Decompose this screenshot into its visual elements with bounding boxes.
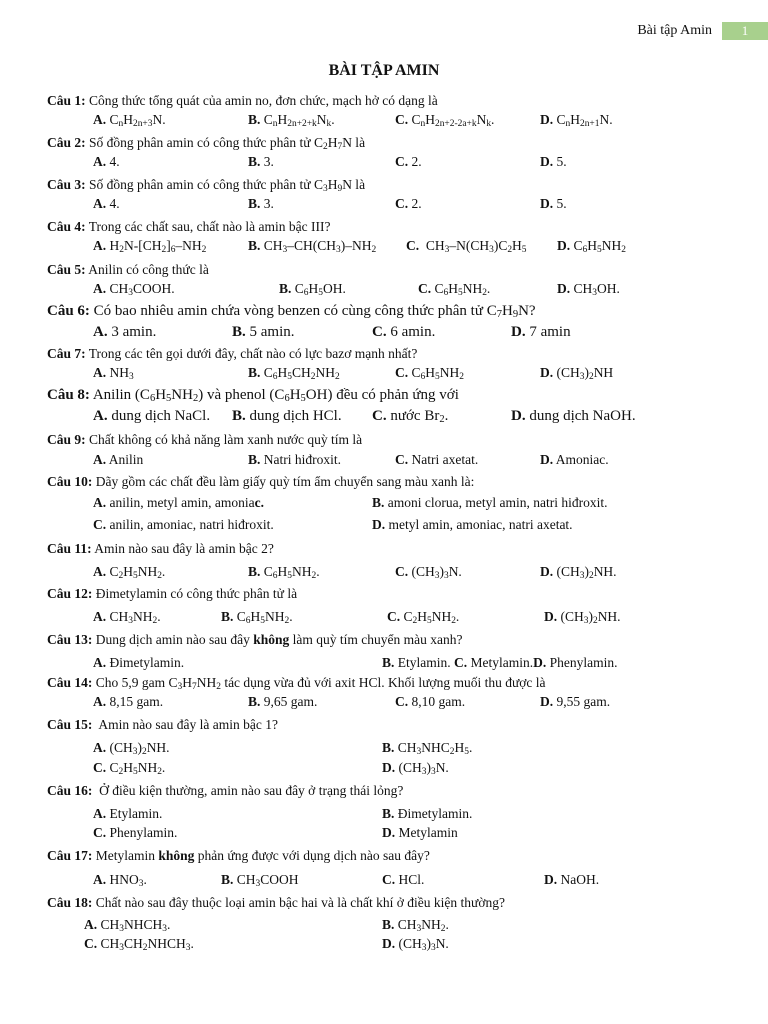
question-17 [47, 848, 430, 864]
option-c: C. nước $Br_2$. [372, 408, 449, 425]
question-7 [47, 346, 417, 362]
option-a: A. anilin, metyl amin, amoniac. [93, 495, 264, 510]
question-number: Câu 11: [47, 541, 92, 556]
question-13 [47, 632, 462, 648]
option-b: B. $C_6H_5NH_2$. [221, 609, 293, 626]
option-c: C. $C_6H_5NH_2$ [395, 365, 464, 382]
option-c: C. $C_6H_5NH_2$. [418, 281, 491, 298]
question-number: Câu 17: [47, 848, 93, 863]
question-5 [47, 262, 209, 278]
question-text: Chất không có khả năng làm xanh nước quỳ tím là [89, 432, 363, 447]
option-c: C. $CH_3-N(CH_3)C_2H_5$ [406, 238, 527, 255]
option-b: B. $CH_3NHC_2H_5$. [382, 740, 473, 757]
option-b: B. amoni clorua, metyl amin, natri hiđroxit. [372, 495, 608, 510]
option-d: D. $(CH_3)_3N$. [382, 760, 449, 777]
question-number: Câu 10: [47, 474, 93, 489]
question-text: Công thức tổng quát của amin no, đơn chức, mạch hở có dạng là [89, 93, 438, 108]
option-c: C. 2. [395, 154, 422, 169]
option-d: D. 7 amin [511, 324, 571, 340]
option-d: D. $CH_3OH$. [557, 281, 620, 298]
question-6: Câu 6: Có bao nhiêu amin chứa vòng benzen có cùng công thức phân tử $C_7H_9N$? [47, 303, 536, 320]
question-number: Câu 15: [47, 717, 93, 732]
option-d: D. metyl amin, amoniac, natri axetat. [372, 517, 573, 532]
question-text: Amin nào sau đây là amin bậc 2? [94, 541, 274, 556]
question-text: Metylamin [95, 848, 156, 863]
question-text: Dung dịch amin nào sau đây [95, 632, 250, 647]
option-b: B. $C_6H_5OH$. [279, 281, 346, 298]
option-a: A. $(CH_3)_2NH$. [93, 740, 170, 757]
page-number-badge: 1 [722, 22, 768, 40]
option-b: B. Etylamin. C. Metylamin.D. Phenylamin. [382, 655, 618, 670]
page-header [637, 22, 768, 40]
question-number: Câu 16: [47, 783, 93, 798]
option-c: C. $CH_3CH_2NHCH_3$. [84, 936, 194, 953]
question-12 [47, 586, 297, 602]
option-d: D. NaOH. [544, 872, 600, 887]
option-a: A. 4. [93, 154, 120, 169]
option-b: B. 3. [248, 196, 274, 211]
question-9 [47, 432, 362, 448]
option-c: C. $C_nH_{2n+2-2a+k}N_k$. [395, 112, 495, 129]
question-emphasis: không [253, 632, 290, 647]
option-c: C. anilin, amoniac, natri hiđroxit. [93, 517, 274, 532]
header-title: Bài tập Amin [637, 23, 712, 38]
option-d: D. 5. [540, 196, 567, 211]
option-c: C. HCl. [382, 872, 425, 887]
option-a: A. $NH_3$ [93, 365, 134, 382]
question-8: Câu 8: Anilin $(C_6H_5NH_2)$ và phenol $(C_6H_5OH)$ đều có phản ứng với [47, 387, 459, 404]
option-d: D. Amoniac. [540, 452, 609, 467]
option-d: D. dung dịch NaOH. [511, 408, 636, 424]
question-number: Câu 4: [47, 219, 86, 234]
option-d: D. $(CH_3)_2NH$ [540, 365, 614, 382]
question-text: Dãy gồm các chất đều làm giấy quỳ tím ẩm chuyển sang màu xanh là: [95, 474, 475, 489]
option-a: A. $HNO_3$. [93, 872, 147, 889]
option-b: B. Đimetylamin. [382, 806, 473, 821]
option-b: B. $CH_3COOH$ [221, 872, 299, 889]
document-title: BÀI TẬP AMIN [328, 62, 440, 79]
option-b: B. 5 amin. [232, 324, 295, 340]
question-11 [47, 541, 274, 557]
option-d: D. $C_6H_5NH_2$ [557, 238, 626, 255]
option-d: D. 9,55 gam. [540, 694, 611, 709]
question-text: Amin nào sau đây là amin bậc 1? [98, 717, 278, 732]
option-d: D. 5. [540, 154, 567, 169]
question-number: Câu 13: [47, 632, 93, 647]
option-d: D. $C_nH_{2n+1}N$. [540, 112, 613, 129]
question-16 [47, 783, 403, 799]
option-c: C. 8,10 gam. [395, 694, 466, 709]
option-a: A. dung dịch NaCl. [93, 408, 211, 424]
question-18 [47, 895, 505, 911]
option-c: C. $C_2H_5NH_2$. [93, 760, 166, 777]
option-c: C. $C_2H_5NH_2$. [387, 609, 460, 626]
question-text: Anilin có công thức là [88, 262, 209, 277]
question-text: Ở điều kiện thường, amin nào sau đây ở trạng thái lỏng? [99, 783, 404, 798]
question-14: Câu 14: Cho 5,9 gam $C_3H_7NH_2$ tác dụng vừa đủ với axit HCl. Khối lượng muối thu được là [47, 675, 546, 692]
option-a: A. $C_nH_{2n+3}N$. [93, 112, 166, 129]
question-text-after: phản ứng được với dụng dịch nào sau đây? [197, 848, 430, 863]
option-a: A. $H_2N-[CH_2]_6-NH_2$ [93, 238, 207, 255]
option-c: C. 6 amin. [372, 324, 436, 340]
option-b: B. $C_nH_{2n+2+k}N_k$. [248, 112, 335, 129]
option-c: C. $(CH_3)_3N$. [395, 564, 462, 581]
question-number: Câu 5: [47, 262, 86, 277]
question-text-after: làm quỳ tím chuyển màu xanh? [292, 632, 463, 647]
option-a: A. 4. [93, 196, 120, 211]
option-b: B. $C_6H_5NH_2$. [248, 564, 320, 581]
option-b: B. 9,65 gam. [248, 694, 318, 709]
option-c: C. 2. [395, 196, 422, 211]
option-a: A. 3 amin. [93, 324, 157, 340]
question-text: Đimetylamin có công thức phân tử là [95, 586, 298, 601]
question-3: Câu 3: Số đồng phân amin có công thức phân tử $C_3H_9N$ là [47, 177, 366, 194]
option-a: A. $CH_3NH_2$. [93, 609, 161, 626]
question-number: Câu 12: [47, 586, 93, 601]
option-b: B. $CH_3-CH(CH_3)-NH_2$ [248, 238, 377, 255]
question-text: Chất nào sau đây thuộc loại amin bậc hai và là chất khí ở điều kiện thường? [95, 895, 505, 910]
question-4 [47, 219, 330, 235]
question-emphasis: không [158, 848, 195, 863]
option-a: A. Đimetylamin. [93, 655, 185, 670]
question-number: Câu 9: [47, 432, 86, 447]
question-text: Trong các chất sau, chất nào là amin bậc III? [88, 219, 331, 234]
question-2: Câu 2: Số đồng phân amin có công thức phân tử $C_2H_7N$ là [47, 135, 366, 152]
option-d: D. $(CH_3)_2NH$. [544, 609, 621, 626]
question-10 [47, 474, 474, 490]
question-number: Câu 7: [47, 346, 86, 361]
option-b: B. $C_6H_5CH_2NH_2$ [248, 365, 340, 382]
option-b: B. dung dịch HCl. [232, 408, 342, 424]
question-number: Câu 1: [47, 93, 86, 108]
option-d: D. $(CH_3)_2NH$. [540, 564, 617, 581]
question-15 [47, 717, 278, 733]
option-a: A. $CH_3COOH$. [93, 281, 175, 298]
option-c: C. Natri axetat. [395, 452, 479, 467]
option-d: D. Metylamin [382, 825, 458, 840]
option-c: C. Phenylamin. [93, 825, 178, 840]
option-a: A. $CH_3NHCH_3$. [84, 917, 171, 934]
option-a: A. 8,15 gam. [93, 694, 164, 709]
option-b: B. $CH_3NH_2$. [382, 917, 449, 934]
option-d: D. $(CH_3)_3N$. [382, 936, 449, 953]
option-a: A. Etylamin. [93, 806, 163, 821]
question-text: Trong các tên gọi dưới đây, chất nào có lực bazơ mạnh nhất? [88, 346, 418, 361]
question-1 [47, 93, 438, 109]
option-b: B. 3. [248, 154, 274, 169]
option-a: A. $C_2H_5NH_2$. [93, 564, 166, 581]
question-number: Câu 18: [47, 895, 93, 910]
option-b: B. Natri hiđroxit. [248, 452, 342, 467]
option-a: A. Anilin [93, 452, 144, 467]
